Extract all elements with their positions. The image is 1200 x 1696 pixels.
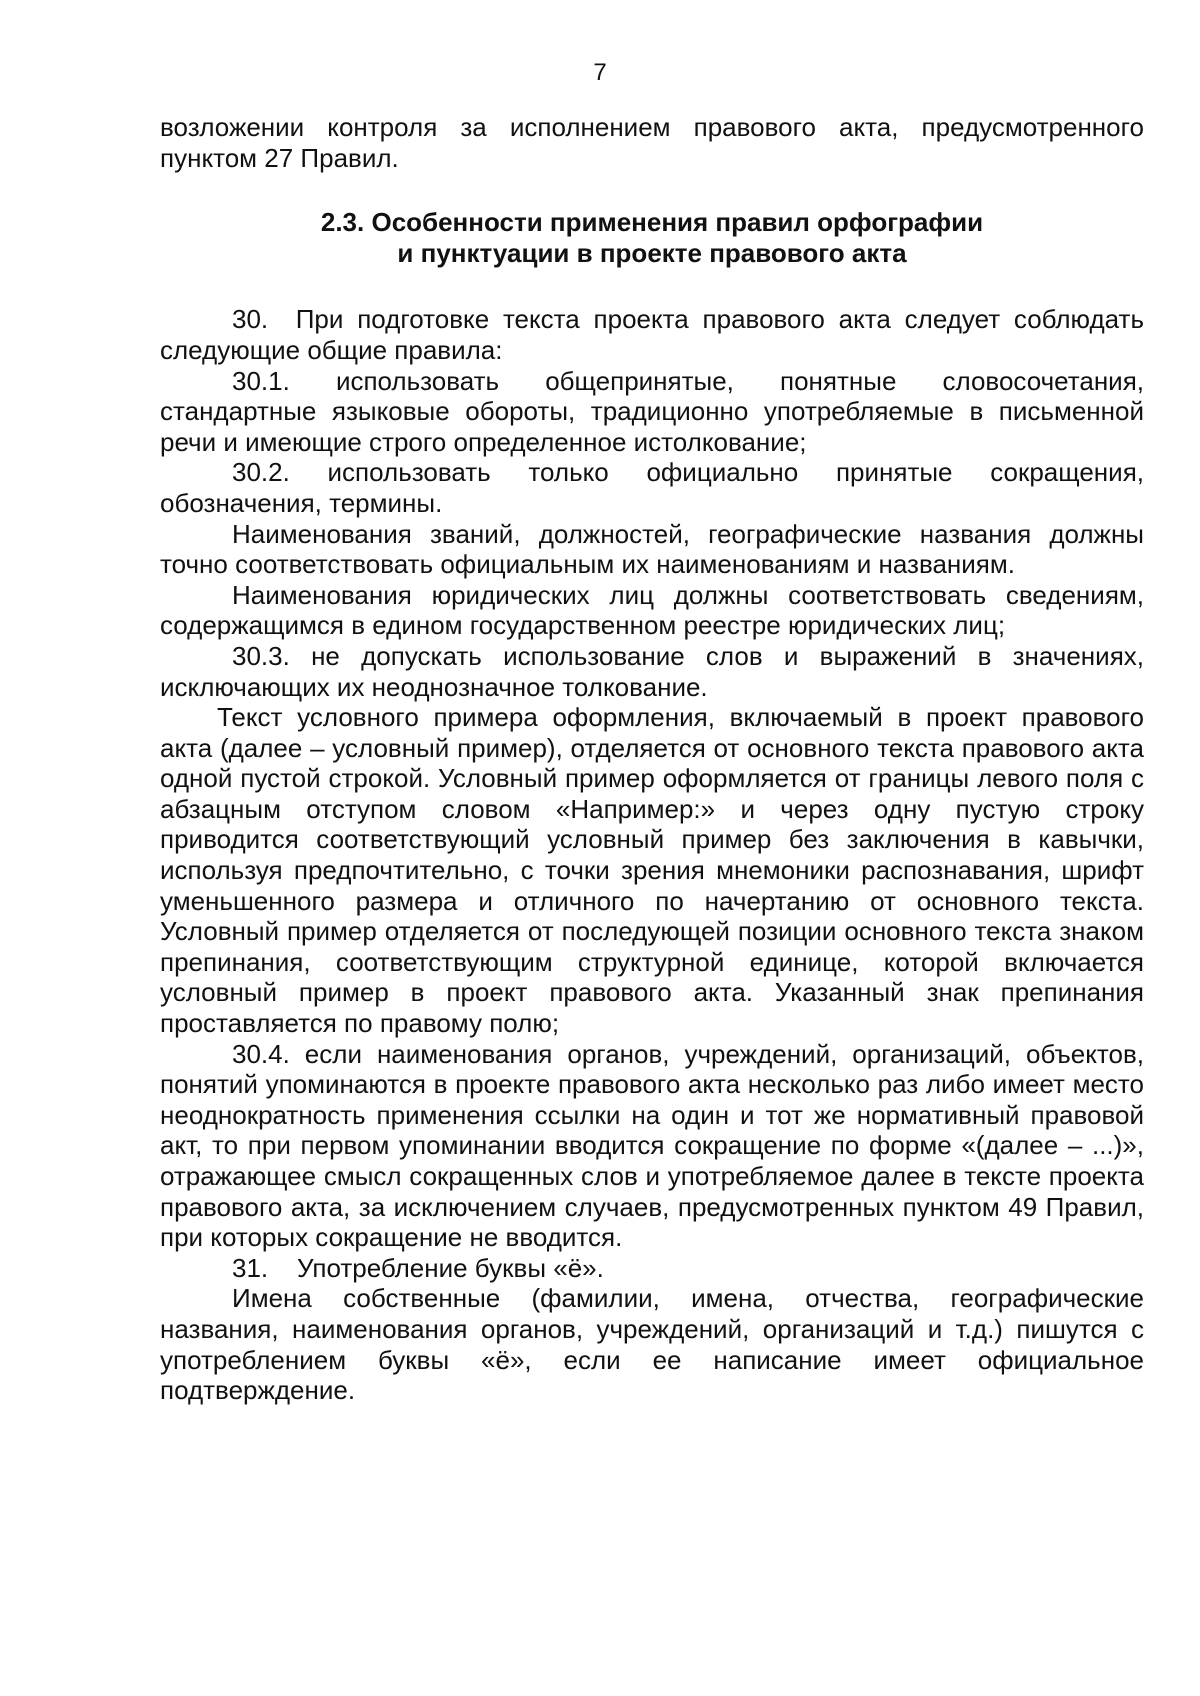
paragraph-30-4: 30.4. если наименования органов, учреждений, организаций, объектов, понятий упоминаются в проекте правового акта несколько раз либо имеет место неоднократность применения ссылки на один и тот же нормативный правовой акт, то при первом упоминании вводится сокращение по форме «(далее – ...)», отражающее смысл сокращенных слов и употребляемое далее в тексте проекта правового акта, за исключением случаев, предусмотренных пунктом 49 Правил, при которых сокращение не вводится. xyxy=(160,1038,1144,1253)
paragraph-proper-names: Имена собственные (фамилии, имена, отчества, географические названия, наименования органов, учреждений, организаций и т.д.) пишутся с употреблением буквы «ё», если ее написание имеет официальное подтверждение. xyxy=(160,1283,1144,1406)
section-title-line-2: и пунктуации в проекте правового акта xyxy=(397,237,907,268)
paragraph-30-2: 30.2. использовать только официально принятые сокращения, обозначения, термины. xyxy=(160,457,1144,518)
paragraph-legal-entities: Наименования юридических лиц должны соответствовать сведениям, содержащимся в едином государственном реестре юридических лиц; xyxy=(160,579,1144,641)
paragraph-ranks-names: Наименования званий, должностей, географические названия должны точно соответствовать официальным их наименованиям и названиям. xyxy=(160,518,1144,580)
section-title-line-1: 2.3. Особенности применения правил орфографии xyxy=(320,207,984,238)
section-title xyxy=(160,207,1144,268)
document-body xyxy=(160,112,1144,1406)
page-number: 7 xyxy=(593,59,607,86)
intro-paragraph: возложении контроля за исполнением правового акта, предусмотренного пунктом 27 Правил. xyxy=(160,112,1144,173)
paragraph-30-1: 30.1. использовать общепринятые, понятные словосочетания, стандартные языковые обороты, традиционно употребляемые в письменной речи и имеющие строго определенное истолкование; xyxy=(160,365,1144,457)
paragraph-conditional-example: Текст условного примера оформления, включаемый в проект правового акта (далее – условный пример), отделяется от основного текста правового акта одной пустой строкой. Условный пример оформляется от границы левого поля с абзацным отступом словом «Например:» и через одну пустую строку приводится соответствующий условный пример без заключения в кавычки, используя предпочтительно, с точки зрения мнемоники распознавания, шрифт уменьшенного размера и отличного по начертанию от основного текста. Условный пример отделяется от последующей позиции основного текста знаком препинания, соответствующим структурной единице, которой включается условный пример в проект правового акта. Указанный знак препинания проставляется по правому полю; xyxy=(160,702,1144,1039)
paragraph-30: 30. При подготовке текста проекта правового акта следует соблюдать следующие общие правила: xyxy=(160,304,1144,365)
paragraph-31: 31. Употребление буквы «ё». xyxy=(232,1252,604,1283)
paragraph-30-3: 30.3. не допускать использование слов и выражений в значениях, исключающих их неоднозначное толкование. xyxy=(160,640,1144,702)
